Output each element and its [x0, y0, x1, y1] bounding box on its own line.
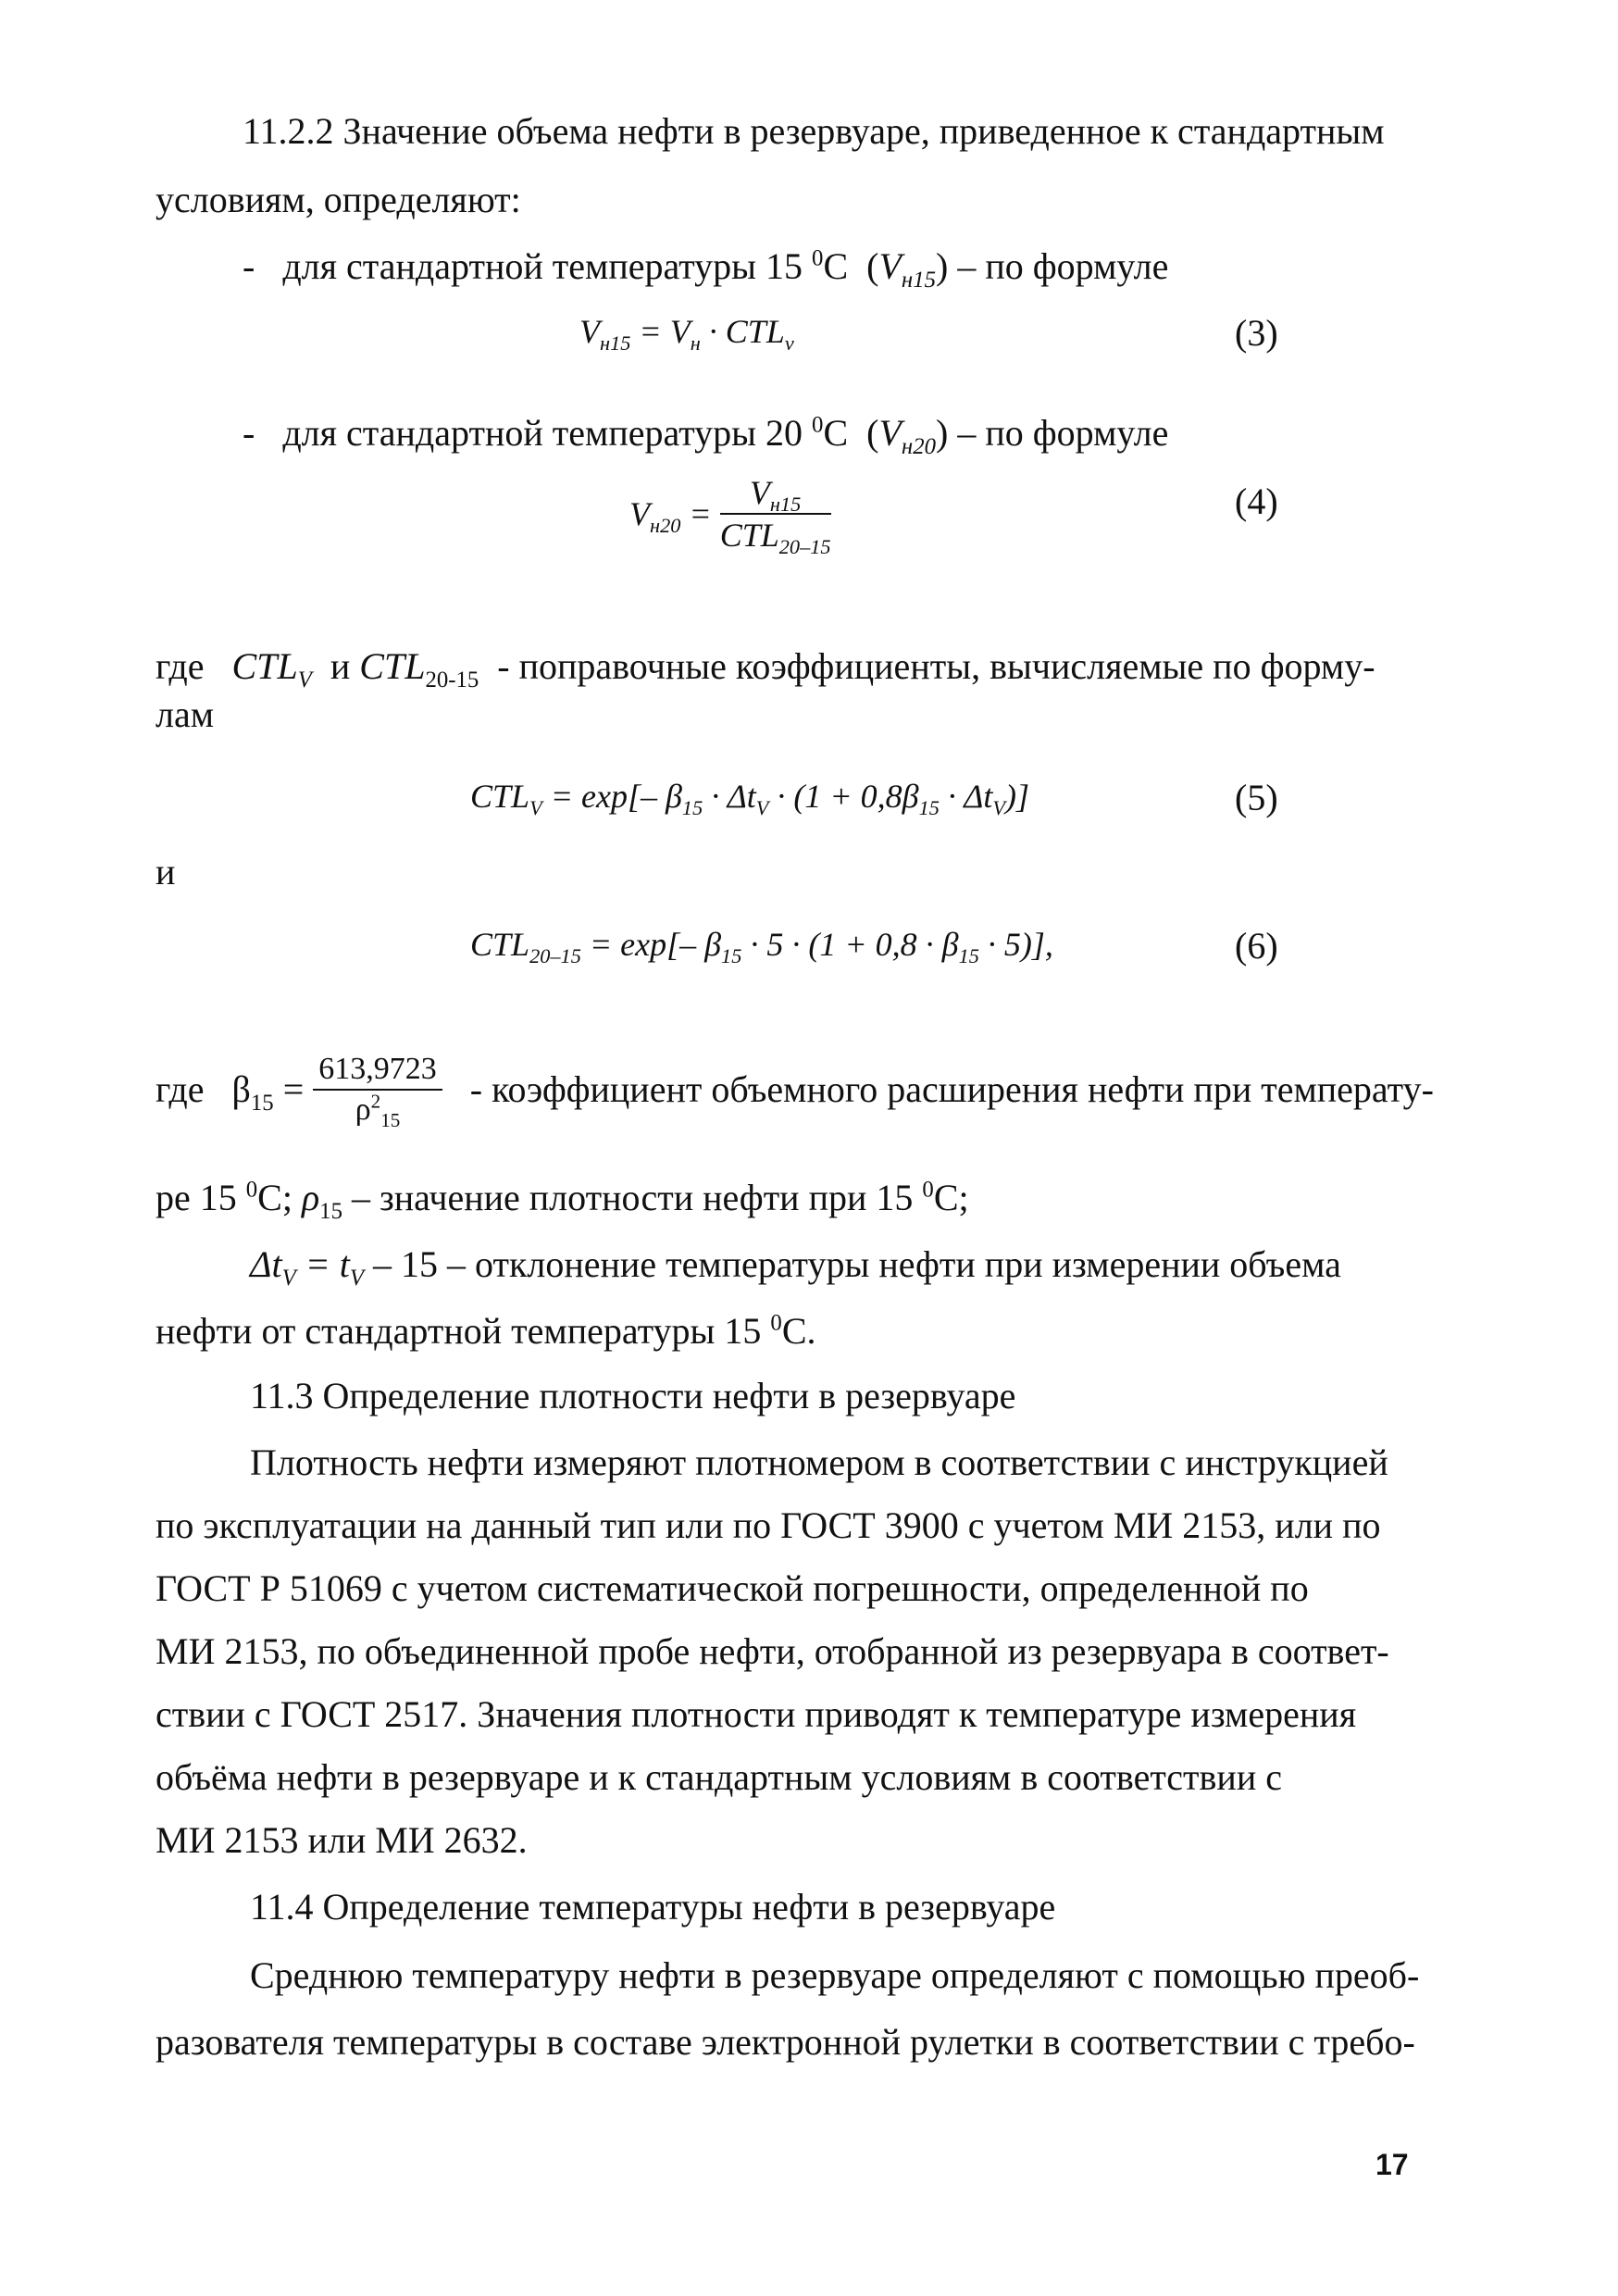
- formula-6: $CTL_{20-15} = \exp[-$ $\beta_{15} \cdot 5 \cdot (1 + 0,8 \cdot \beta_{15} \cdot 5)$],: [470, 926, 1053, 968]
- paragraph-line: объёма нефти в резервуаре и к стандартным условиям в соответствии с: [156, 1756, 1282, 1798]
- list-item: - для стандартной температуры 15 $^0$C $(V_{н15})$ – по формуле: [243, 245, 1169, 293]
- paragraph-line: где $CTL_V$ и $CTL_{20-15}$ - поправочные коэффициенты, вычисляемые по форму-: [156, 645, 1375, 693]
- paragraph-line: $\Delta t_V = t_V - 15$ – отклонение температуры нефти при измерении объема: [250, 1243, 1341, 1291]
- paragraph-line: условиям, определяют:: [156, 179, 521, 220]
- formula-4: $V_{н20}$ = $\frac{V_{н15}}{CTL_{20-15}}$: [629, 474, 831, 559]
- paragraph-line: 11.2.2 Значение объема нефти в резервуаре, приведенное к стандартным: [243, 110, 1385, 152]
- paragraph-line: МИ 2153, по объединенной пробе нефти, отобранной из резервуара в соответ-: [156, 1630, 1389, 1672]
- formula-number: (4): [1235, 480, 1278, 522]
- paragraph-line: Среднюю температуру нефти в резервуаре определяют с помощью преоб-: [250, 1954, 1420, 1996]
- formula-number: (3): [1235, 312, 1278, 354]
- conjunction: и: [156, 851, 176, 892]
- section-heading: 11.4 Определение температуры нефти в резервуаре: [250, 1886, 1056, 1928]
- paragraph-line: МИ 2153 или МИ 2632.: [156, 1819, 528, 1861]
- paragraph-line: лам: [156, 693, 215, 735]
- paragraph-line: разователя температуры в составе электронной рулетки в соответствии с требо-: [156, 2021, 1415, 2063]
- formula-5: $CTL_V = \exp[-$ $\beta_{15} \cdot \Delta t_V \cdot (1 + 0,8\beta_{15} \cdot \Delta t_V)$]: [470, 778, 1029, 820]
- fraction: $\frac{V_{н15}}{CTL_{20-15}}$: [719, 474, 831, 559]
- paragraph-line: Плотность нефти измеряют плотномером в соответствии с инструкцией: [250, 1441, 1388, 1483]
- paragraph-line: нефти от стандартной температуры 15 $^0$C.: [156, 1310, 816, 1352]
- paragraph-line: где $\beta_{15}$ = $\frac{613,9723}{\rho^2_{15}}$ - коэффициент объемного расширения нефти при температу-: [156, 1052, 1434, 1131]
- section-heading: 11.3 Определение плотности нефти в резервуаре: [250, 1375, 1016, 1416]
- fraction: $\frac{613,9723}{\rho^2_{15}}$: [313, 1054, 442, 1126]
- list-item: - для стандартной температуры 20 $^0$C $(V_{н20})$ – по формуле: [243, 412, 1169, 459]
- paragraph-line: ре 15 $^0$C; $\rho_{15}$ – значение плотности нефти при 15 $^0$C;: [156, 1177, 969, 1224]
- paragraph-line: по эксплуатации на данный тип или по ГОСТ 3900 с учетом МИ 2153, или по: [156, 1504, 1381, 1546]
- formula-number: (5): [1235, 777, 1278, 818]
- formula-3: $V_{н15} = V_н \cdot CTL_v$: [579, 313, 794, 356]
- paragraph-line: ГОСТ Р 51069 с учетом систематической погрешности, определенной по: [156, 1567, 1309, 1609]
- paragraph-line: ствии с ГОСТ 2517. Значения плотности приводят к температуре измерения: [156, 1693, 1357, 1735]
- page-number: 17: [1375, 2148, 1409, 2181]
- formula-number: (6): [1235, 925, 1278, 967]
